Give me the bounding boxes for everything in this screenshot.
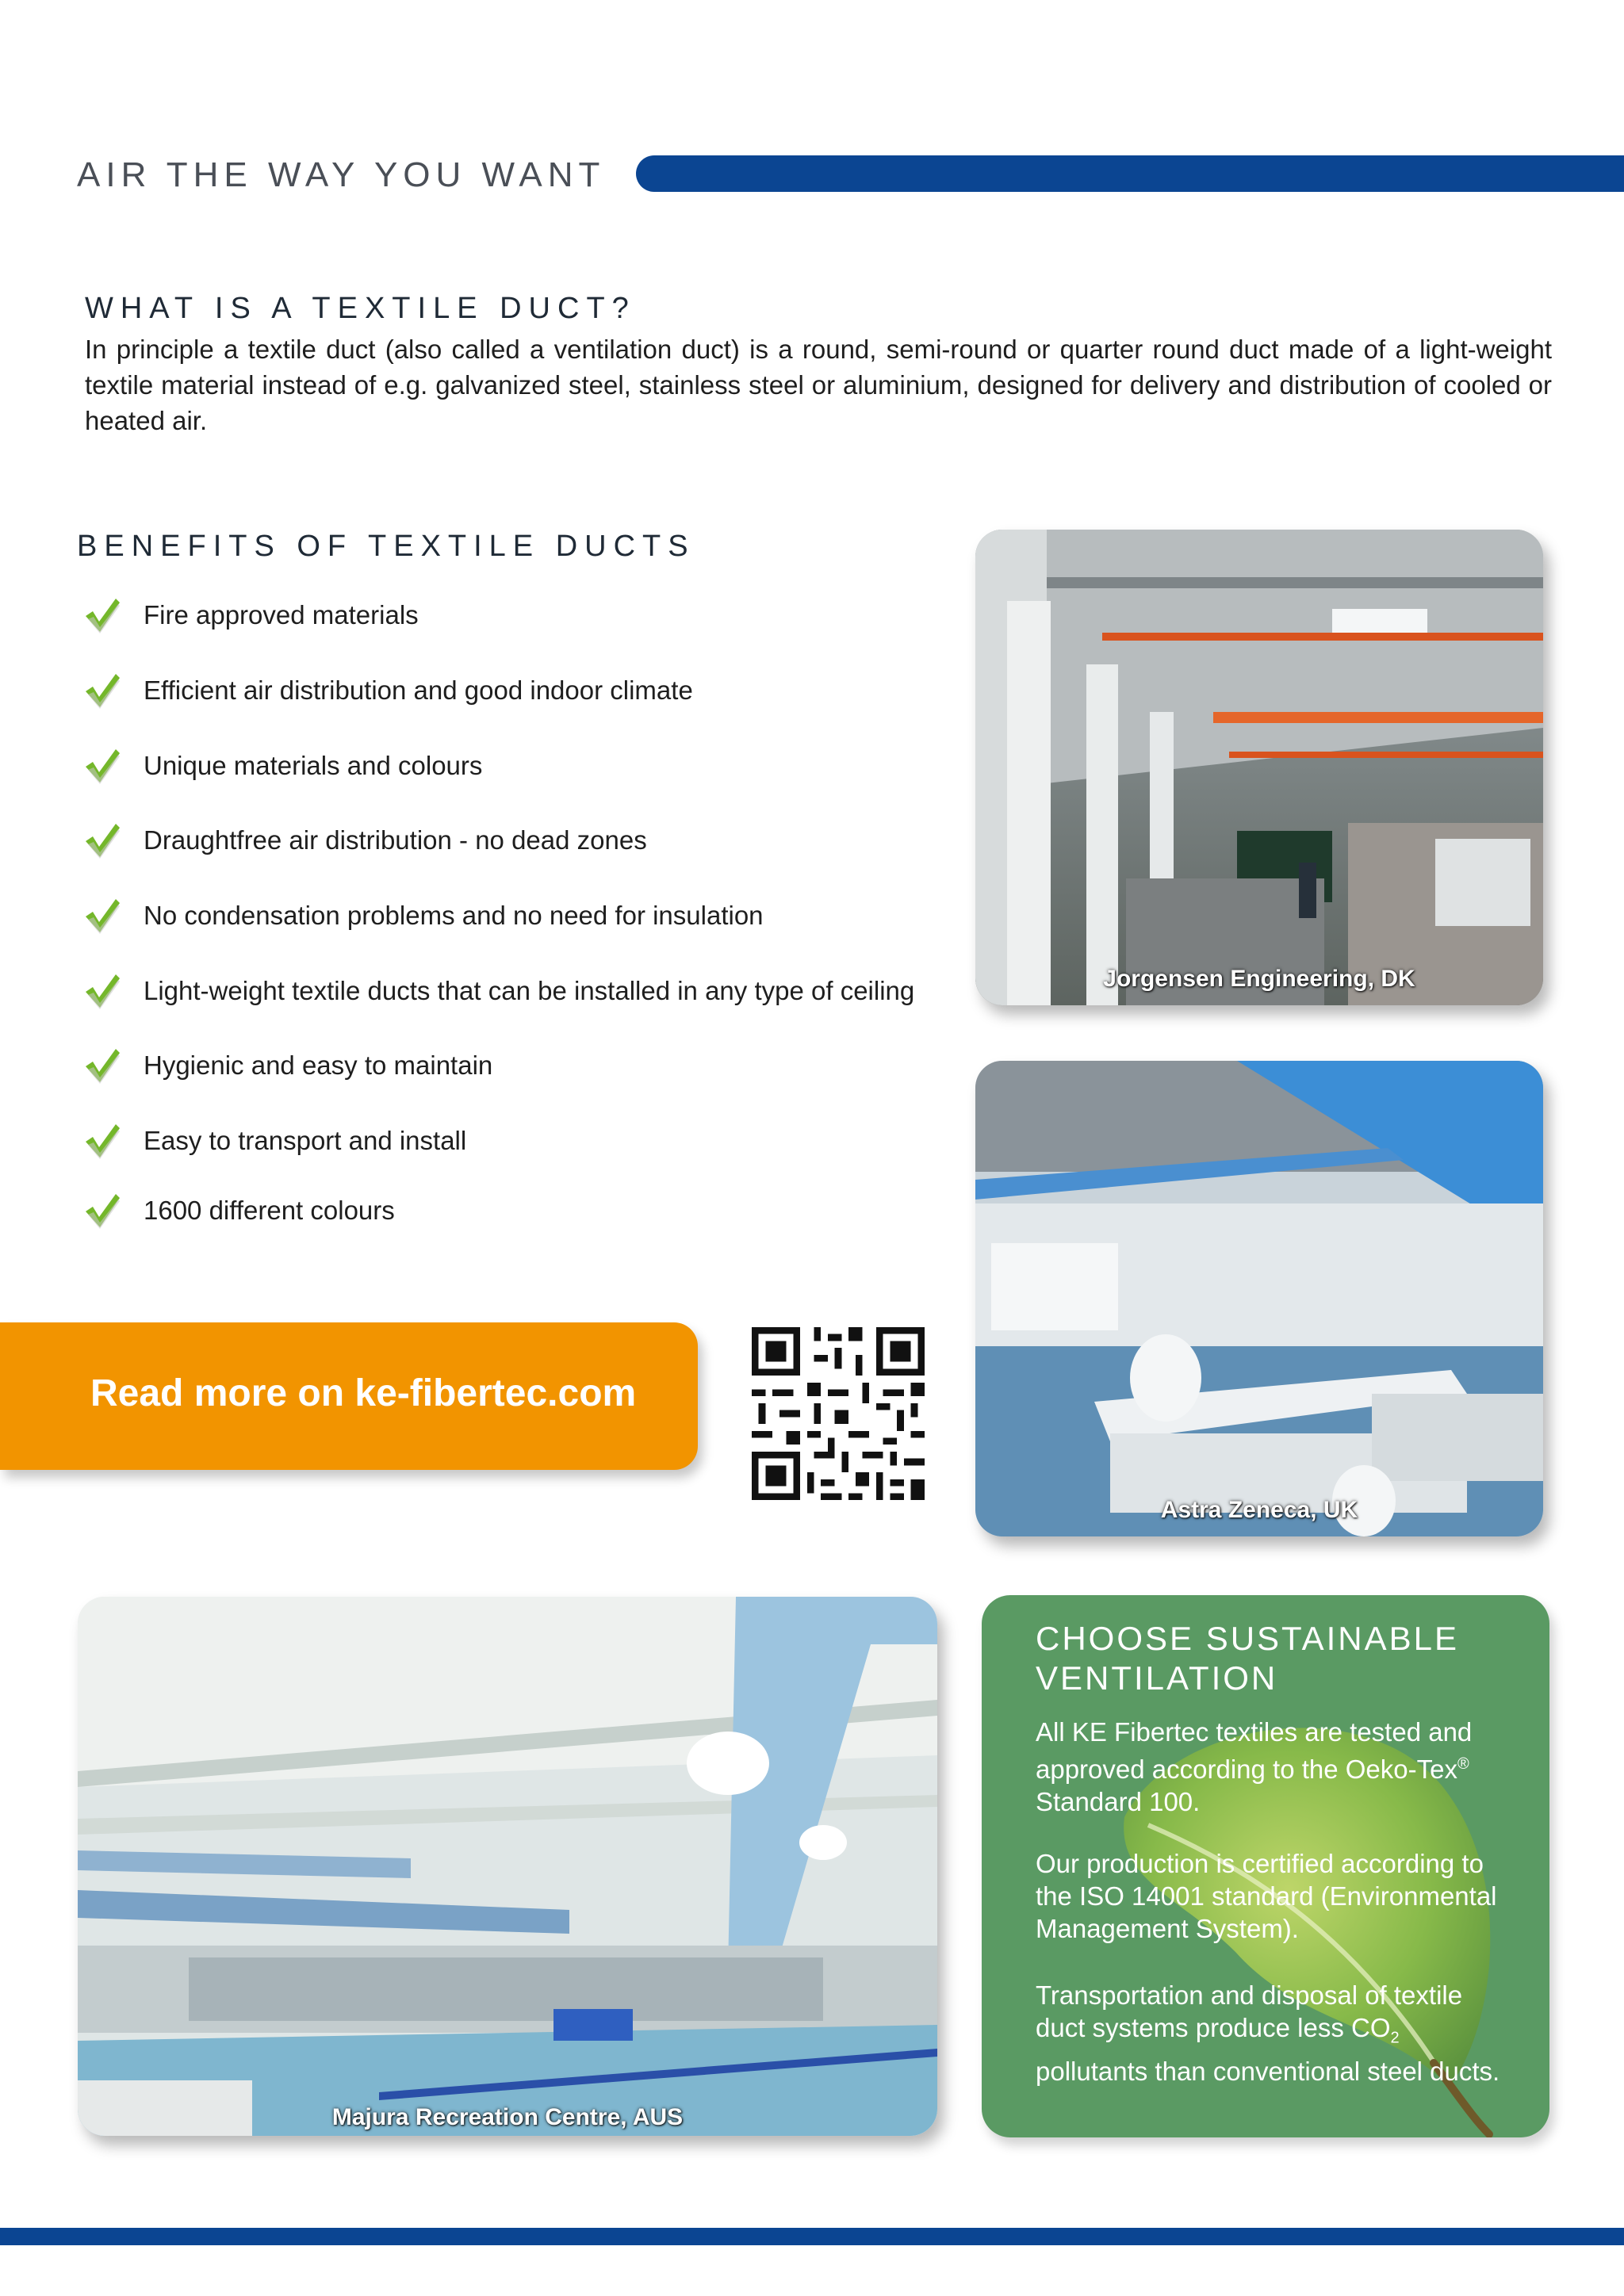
read-more-link[interactable]: Read more on ke-fibertec.com — [90, 1372, 637, 1414]
benefit-item — [83, 591, 419, 639]
benefit-text: 1600 different colours — [144, 1196, 395, 1225]
lab-photo-caption: Astra Zeneca, UK — [1160, 1497, 1358, 1523]
transport-paragraph — [1036, 1979, 1511, 2087]
benefit-item — [83, 667, 693, 714]
benefit-item — [83, 742, 482, 790]
benefit-text: Unique materials and colours — [144, 751, 483, 780]
transport-text-end: pollutants than conventional steel ducts. — [1036, 2056, 1500, 2086]
benefit-item — [83, 967, 914, 1015]
co2-subscript: 2 — [1390, 2029, 1400, 2047]
checkmark-icon — [83, 595, 121, 635]
pool-photo-caption: Majura Recreation Centre, AUS — [331, 2104, 684, 2130]
oeko-tex-text: All KE Fibertec textiles are tested and approved according to the Oeko-Tex — [1036, 1717, 1473, 1784]
oeko-tex-standard: Standard 100. — [1036, 1787, 1201, 1816]
factory-illustration — [975, 530, 1543, 1005]
footer-bar — [0, 2228, 1624, 2245]
benefit-text: Hygienic and easy to maintain — [144, 1050, 493, 1080]
checkmark-icon — [83, 896, 121, 936]
oeko-tex-paragraph — [1036, 1716, 1511, 1818]
benefit-text: Efficient air distribution and good indoor climate — [144, 675, 693, 705]
swimming-pool-illustration — [78, 1597, 937, 2136]
sustainability-box — [982, 1595, 1549, 2137]
checkmark-icon — [83, 746, 121, 786]
checkmark-icon — [83, 971, 121, 1011]
header-accent-bar — [636, 155, 1624, 192]
benefit-item — [83, 1117, 466, 1165]
qr-code-icon[interactable] — [752, 1327, 925, 1500]
benefit-text: Light-weight textile ducts that can be installed in any type of ceiling — [144, 976, 915, 1005]
benefit-item — [83, 817, 647, 864]
iso-paragraph: Our production is certified according to the ISO 14001 standard (Environmental Management System). — [1036, 1849, 1497, 1943]
lab-photo — [975, 1061, 1543, 1536]
sustainability-title: CHOOSE SUSTAINABLE VENTILATION — [1036, 1620, 1460, 1697]
read-more-banner[interactable] — [0, 1322, 698, 1470]
pool-photo — [78, 1597, 937, 2136]
benefit-text: Draughtfree air distribution - no dead zones — [144, 825, 647, 855]
benefit-text: Easy to transport and install — [144, 1126, 467, 1155]
factory-photo-caption: Jorgensen Engineering, DK — [1103, 966, 1415, 992]
laboratory-illustration — [975, 1061, 1543, 1536]
checkmark-icon — [83, 671, 121, 710]
benefit-item — [83, 892, 764, 939]
transport-text: Transportation and disposal of textile duct systems produce less CO — [1036, 1980, 1463, 2042]
benefit-text: Fire approved materials — [144, 600, 419, 629]
benefits-heading: BENEFITS OF TEXTILE DUCTS — [77, 530, 695, 563]
registered-mark: ® — [1457, 1755, 1469, 1773]
benefit-item — [83, 1042, 492, 1089]
page-header-title: AIR THE WAY YOU WANT — [77, 155, 606, 194]
checkmark-icon — [83, 1191, 121, 1230]
checkmark-icon — [83, 1121, 121, 1161]
checkmark-icon — [83, 821, 121, 860]
factory-photo — [975, 530, 1543, 1005]
checkmark-icon — [83, 1046, 121, 1085]
intro-heading: WHAT IS A TEXTILE DUCT? — [85, 292, 636, 325]
intro-paragraph: In principle a textile duct (also called a ventilation duct) is a round, semi-round or quarter round duct made of a light-weight textile material instead of e.g. galvanized steel, stainless steel or aluminium, designed for delivery and distribution of cooled or heated air. — [85, 335, 1552, 435]
benefit-item — [83, 1187, 395, 1234]
benefit-text: No condensation problems and no need for insulation — [144, 901, 764, 930]
